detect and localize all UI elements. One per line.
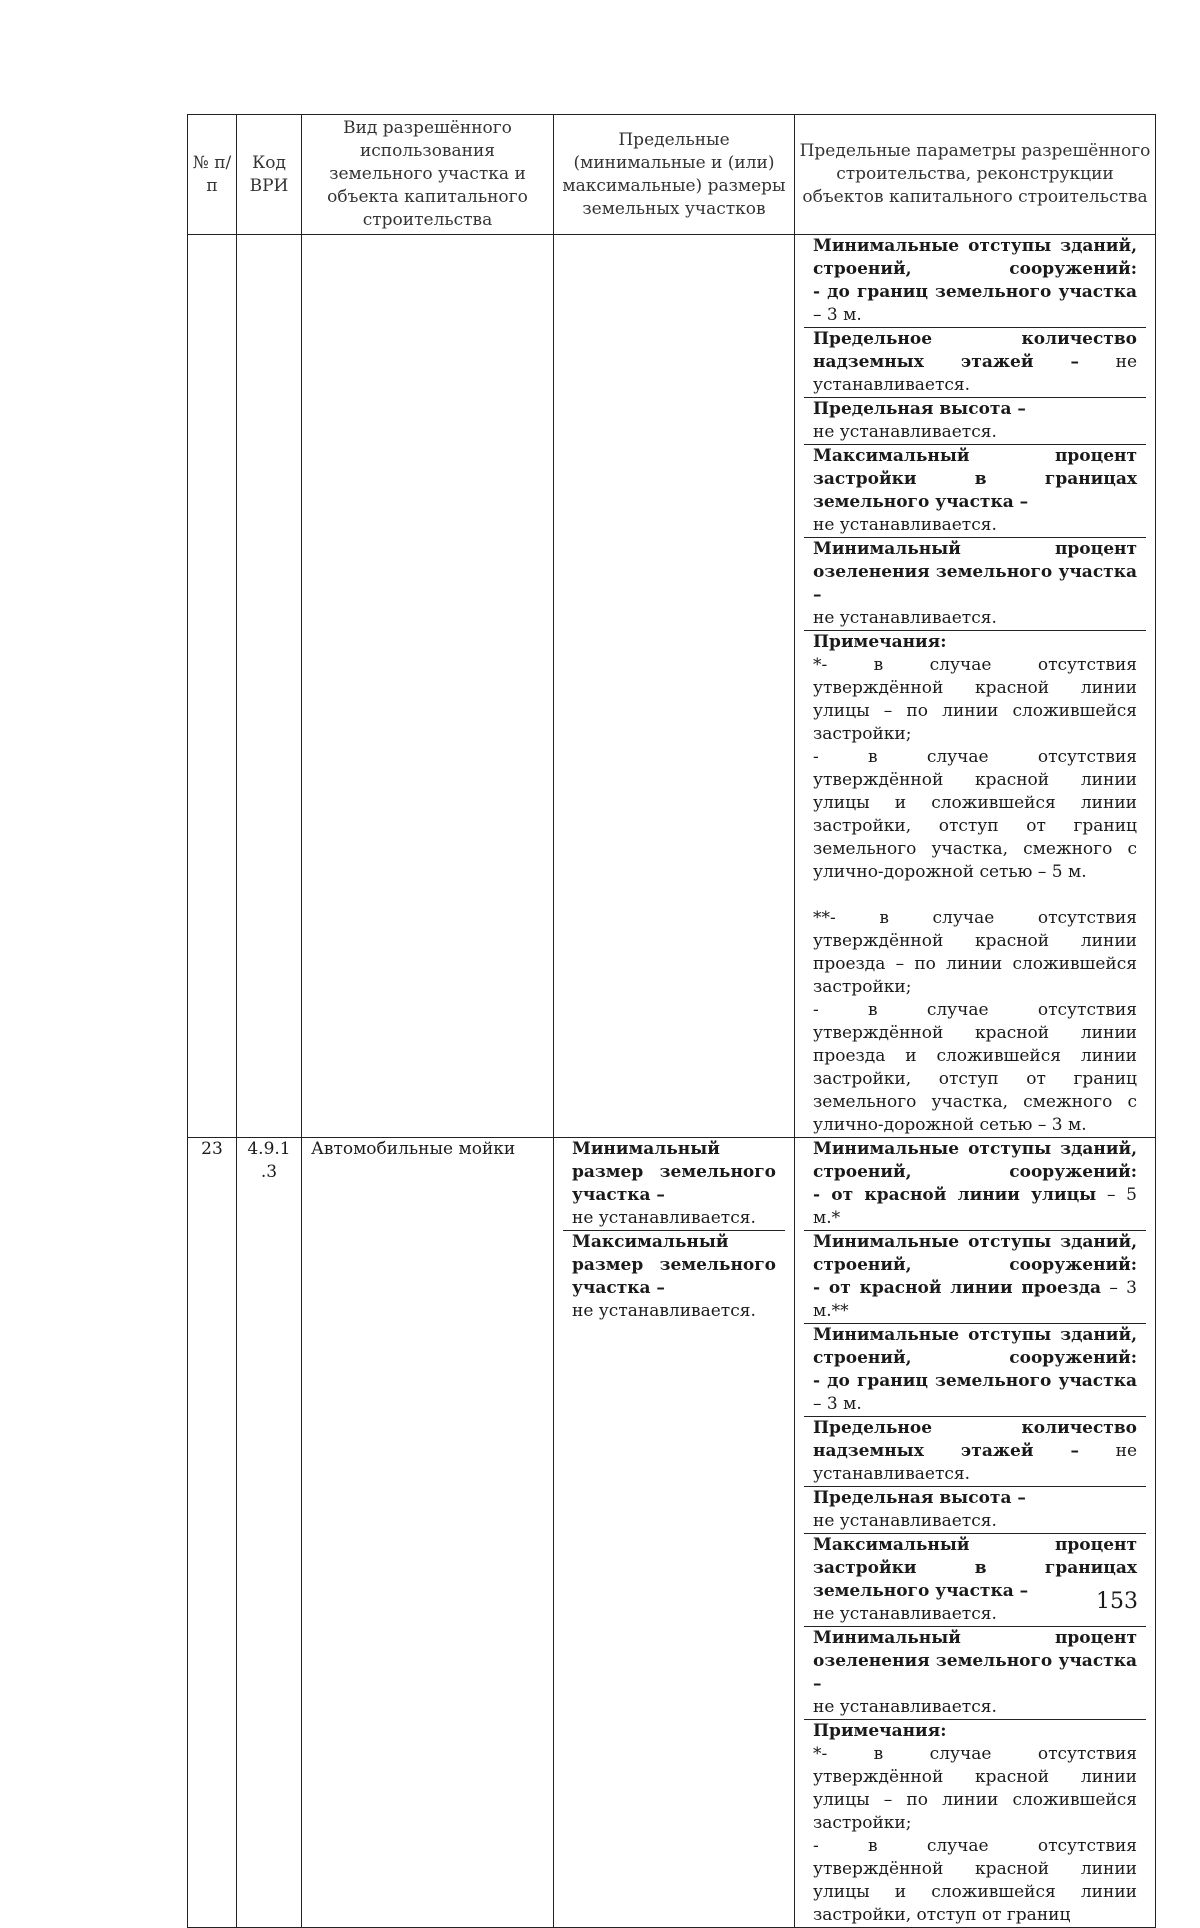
param-setbacks-passage <box>804 1231 1146 1324</box>
cell-num <box>188 235 237 1138</box>
note-text: - в случае отсутствия утверждённой красной линии улицы и сложившейся линии застройки, отступ от границ земельного участка, смежного с улично-дорожной сетью – 5 м. <box>813 747 1137 882</box>
param-value: не устанавливается. <box>813 1511 997 1531</box>
notes-title: Примечания: <box>813 1721 947 1741</box>
size-min <box>563 1138 785 1231</box>
param-value: не устанавливается. <box>813 1441 1138 1484</box>
param-item: - до границ земельного участка <box>813 1371 1137 1391</box>
param-min-greening <box>804 538 1146 631</box>
table-row <box>188 235 1156 1138</box>
param-setbacks-street <box>804 1138 1146 1231</box>
param-notes <box>804 1720 1146 1927</box>
param-height <box>804 1487 1146 1534</box>
param-item: - от красной линии проезда <box>813 1278 1102 1298</box>
param-title: Максимальный процент застройки в границах земельного участка – <box>813 1535 1137 1601</box>
param-floors <box>804 328 1146 398</box>
param-value: не устанавливается. <box>813 1697 997 1717</box>
cell-params <box>795 235 1156 1138</box>
param-title: Максимальный процент застройки в границах земельного участка – <box>813 446 1137 512</box>
regulations-table <box>187 114 1156 1928</box>
size-value: не устанавливается. <box>572 1208 756 1228</box>
param-title: Предельная высота – <box>813 1488 1026 1508</box>
param-item: - от красной линии улицы <box>813 1185 1097 1205</box>
cell-params <box>795 1138 1156 1928</box>
param-title: Минимальные отступы зданий, строений, сооружений: <box>813 1232 1137 1275</box>
cell-code: 4.9.1 .3 <box>237 1138 302 1928</box>
param-value: – 3 м. <box>813 1394 862 1414</box>
param-setbacks <box>804 235 1146 328</box>
param-value: – 3 м.** <box>813 1278 1137 1321</box>
note-text: **- в случае отсутствия утверждённой красной линии проезда – по линии сложившейся застройки; <box>813 908 1137 997</box>
param-max-coverage <box>804 445 1146 538</box>
cell-size <box>554 235 795 1138</box>
param-title: Предельное количество надземных этажей – <box>813 329 1137 372</box>
param-title: Минимальный процент озеленения земельного участка – <box>813 1628 1137 1694</box>
size-title: Минимальный размер земельного участка – <box>572 1139 776 1205</box>
cell-num: 23 <box>188 1138 237 1928</box>
size-title: Максимальный размер земельного участка – <box>572 1232 776 1298</box>
table-header-row <box>188 115 1156 235</box>
param-value: – 5 м.* <box>813 1185 1137 1228</box>
note-text: *- в случае отсутствия утверждённой красной линии улицы – по линии сложившейся застройки; <box>813 1744 1137 1833</box>
note-text: - в случае отсутствия утверждённой красной линии улицы и сложившейся линии застройки, отступ от границ <box>813 1836 1137 1925</box>
header-code: Код ВРИ <box>237 115 302 235</box>
param-min-greening <box>804 1627 1146 1720</box>
param-setbacks-boundary <box>804 1324 1146 1417</box>
notes-title: Примечания: <box>813 632 947 652</box>
cell-use <box>302 235 554 1138</box>
cell-size <box>554 1138 795 1928</box>
param-title: Минимальный процент озеленения земельного участка – <box>813 539 1137 605</box>
param-value: не устанавливается. <box>813 608 997 628</box>
header-size: Предельные (минимальные и (или) максимальные) размеры земельных участков <box>554 115 795 235</box>
param-value: не устанавливается. <box>813 422 997 442</box>
param-value: не устанавливается. <box>813 515 997 535</box>
param-title: Предельная высота – <box>813 399 1026 419</box>
table-row <box>188 1138 1156 1928</box>
spacer <box>813 884 1137 907</box>
param-notes <box>804 631 1146 1137</box>
param-max-coverage <box>804 1534 1146 1627</box>
cell-code <box>237 235 302 1138</box>
param-title: Предельное количество надземных этажей – <box>813 1418 1137 1461</box>
cell-use: Автомобильные мойки <box>302 1138 554 1928</box>
page-number: 153 <box>1096 1589 1138 1614</box>
param-title: Минимальные отступы зданий, строений, сооружений: <box>813 1139 1137 1182</box>
param-value: не устанавливается. <box>813 1604 997 1624</box>
param-height <box>804 398 1146 445</box>
header-num: № п/ п <box>188 115 237 235</box>
size-max <box>563 1231 785 1323</box>
param-item: - до границ земельного участка <box>813 282 1137 302</box>
note-text: *- в случае отсутствия утверждённой красной линии улицы – по линии сложившейся застройки; <box>813 655 1137 744</box>
note-text: - в случае отсутствия утверждённой красной линии проезда и сложившейся линии застройки, отступ от границ земельного участка, смежного с улично-дорожной сетью – 3 м. <box>813 1000 1137 1135</box>
param-floors <box>804 1417 1146 1487</box>
param-value: не устанавливается. <box>813 352 1138 395</box>
header-use: Вид разрешённого использования земельного участка и объекта капитального строительства <box>302 115 554 235</box>
param-title: Минимальные отступы зданий, строений, сооружений: <box>813 236 1137 279</box>
size-value: не устанавливается. <box>572 1301 756 1321</box>
header-params: Предельные параметры разрешённого строительства, реконструкции объектов капитального строительства <box>795 115 1156 235</box>
param-value: – 3 м. <box>813 305 862 325</box>
param-title: Минимальные отступы зданий, строений, сооружений: <box>813 1325 1137 1368</box>
